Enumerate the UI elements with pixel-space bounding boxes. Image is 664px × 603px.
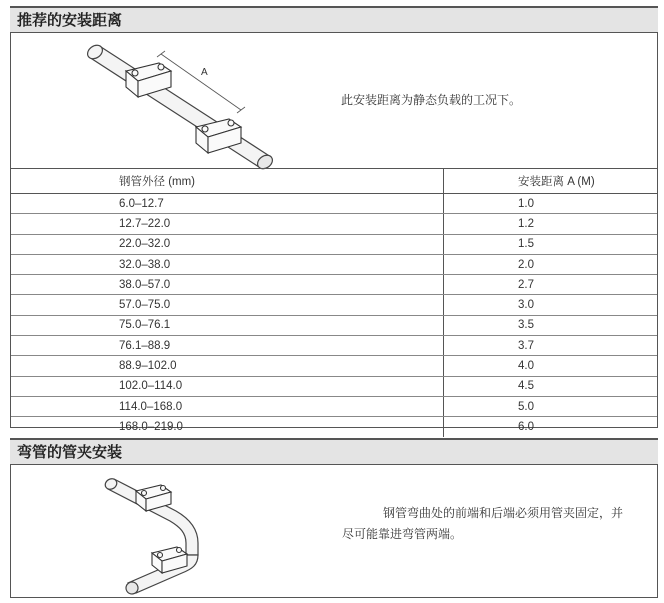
cell-diameter: 57.0–75.0 bbox=[11, 295, 444, 315]
cell-diameter: 168.0–219.0 bbox=[11, 417, 444, 437]
cell-diameter: 76.1–88.9 bbox=[11, 336, 444, 356]
cell-distance: 2.7 bbox=[444, 275, 658, 295]
cell-distance: 1.0 bbox=[444, 194, 658, 214]
cell-diameter: 32.0–38.0 bbox=[11, 254, 444, 274]
cell-diameter: 114.0–168.0 bbox=[11, 396, 444, 416]
cell-distance: 6.0 bbox=[518, 420, 534, 433]
cell-diameter: 12.7–22.0 bbox=[11, 214, 444, 234]
table-row bbox=[11, 254, 657, 274]
table-row bbox=[11, 194, 657, 214]
table-row bbox=[11, 336, 657, 356]
table-row bbox=[11, 315, 657, 335]
cell-distance: 5.0 bbox=[444, 396, 658, 416]
header-pipe-diameter: 钢管外径 (mm) bbox=[11, 169, 444, 194]
cell-distance: 1.5 bbox=[444, 234, 658, 254]
cell-distance: 4.5 bbox=[444, 376, 658, 396]
table-row bbox=[11, 396, 657, 416]
table-row bbox=[11, 295, 657, 315]
cell-distance: 2.0 bbox=[444, 254, 658, 274]
cell-diameter: 38.0–57.0 bbox=[11, 275, 444, 295]
cell-distance: 3.0 bbox=[444, 295, 658, 315]
static-load-note: 此安装距离为静态负载的工况下。 bbox=[341, 93, 522, 107]
cell-diameter: 102.0–114.0 bbox=[11, 376, 444, 396]
straight-pipe-clamp-diagram bbox=[71, 39, 301, 169]
recommended-distance-panel bbox=[10, 32, 658, 433]
distance-table bbox=[11, 169, 657, 437]
table-row bbox=[11, 417, 657, 437]
cell-distance: 3.5 bbox=[444, 315, 658, 335]
cell-distance: 3.7 bbox=[444, 336, 658, 356]
bend-note-line1: 钢管弯曲处的前端和后端必须用管夹固定，并 bbox=[383, 506, 624, 520]
distance-table-wrapper bbox=[11, 168, 657, 433]
table-row bbox=[11, 275, 657, 295]
table-row bbox=[11, 234, 657, 254]
table-row bbox=[11, 356, 657, 376]
table-header-row bbox=[11, 169, 657, 194]
bent-pipe-clamp-diagram bbox=[106, 469, 246, 599]
cell-distance: 4.0 bbox=[444, 356, 658, 376]
section-title-bent-pipe-clamp: 弯管的管夹安装 bbox=[10, 438, 658, 464]
cell-diameter: 88.9–102.0 bbox=[11, 356, 444, 376]
table-row bbox=[11, 376, 657, 396]
cell-distance: 1.2 bbox=[444, 214, 658, 234]
bend-note-line2: 尽可能靠进弯管两端。 bbox=[342, 527, 463, 541]
table-row bbox=[11, 214, 657, 234]
header-install-distance: 安装距离 A (M) bbox=[444, 169, 658, 194]
cell-diameter: 75.0–76.1 bbox=[11, 315, 444, 335]
bent-pipe-panel bbox=[10, 464, 658, 598]
cell-diameter: 22.0–32.0 bbox=[11, 234, 444, 254]
dimension-a-label: A bbox=[201, 67, 208, 78]
section-title-recommended-distance: 推荐的安装距离 bbox=[10, 6, 658, 32]
cell-diameter: 6.0–12.7 bbox=[11, 194, 444, 214]
